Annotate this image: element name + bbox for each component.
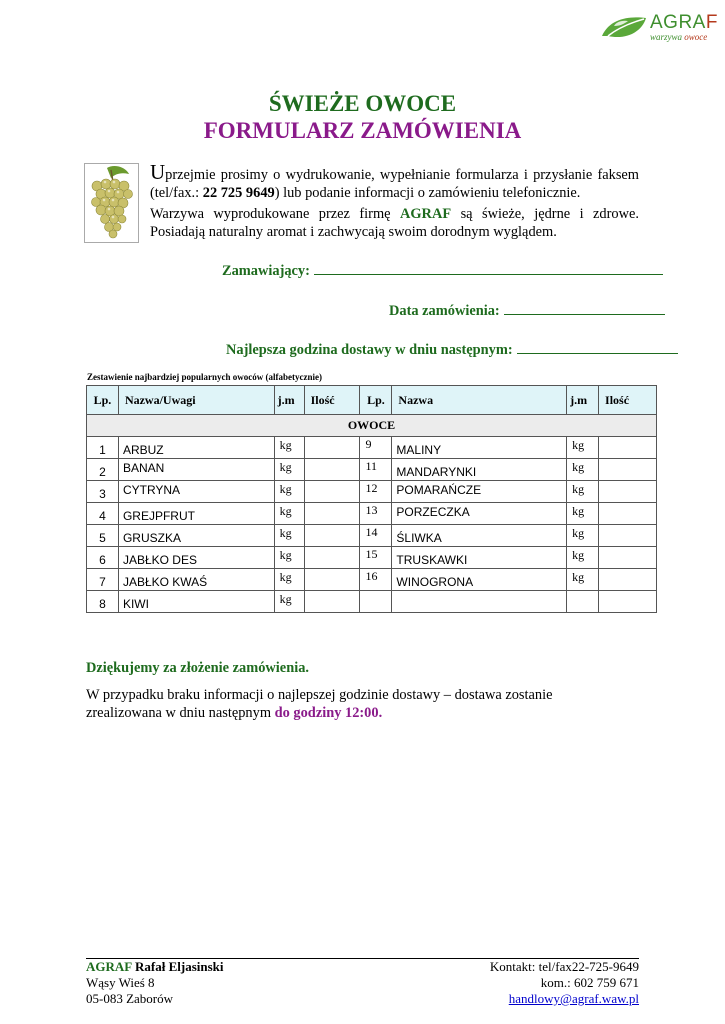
row-quantity-cell-2[interactable] [599,481,657,503]
orderer-label: Zamawiający: [222,263,310,279]
row-unit-2: kg [567,569,599,591]
row-unit-2: kg [567,547,599,569]
row-name-2: WINOGRONA [392,569,567,591]
row-lp: 6 [87,547,119,569]
row-lp-2: 11 [360,459,392,481]
row-quantity-cell[interactable] [304,547,360,569]
intro-p2-b: są świeże, jędrne i zdrowe. Posiadają naturalny aromat i zachwycają swoim dorodnym wyglądem. [150,206,639,240]
row-quantity-cell-2[interactable] [599,459,657,481]
row-name-2: TRUSKAWKI [392,547,567,569]
row-quantity-cell-2[interactable] [599,547,657,569]
footer-brand [86,959,224,975]
footer-address-2: 05-083 Zaborów [86,991,174,1006]
row-unit: kg [274,481,304,503]
row-quantity-cell-2[interactable] [599,591,657,613]
row-unit-2: kg [567,459,599,481]
table-row [87,569,657,591]
row-unit: kg [274,569,304,591]
delivery-hour-label: Najlepsza godzina dostawy w dniu następnym: [226,342,513,358]
row-lp: 8 [87,591,119,613]
orderer-field [222,262,663,280]
row-name-2: MALINY [392,437,567,459]
header-name-notes: Nazwa/Uwagi [118,386,274,415]
row-lp: 2 [87,459,119,481]
agraf-logo [600,12,718,44]
header-lp-2: Lp. [360,386,392,415]
row-unit-2: kg [567,481,599,503]
row-lp-2: 15 [360,547,392,569]
row-name-2: POMARAŃCZE [392,481,567,503]
table-row [87,481,657,503]
row-name-2 [392,591,567,613]
row-lp-2: 14 [360,525,392,547]
page-subtitle: FORMULARZ ZAMÓWIENIA [203,118,522,143]
row-unit-2: kg [567,503,599,525]
row-name: JABŁKO DES [118,547,274,569]
row-unit: kg [274,547,304,569]
row-name: ARBUZ [118,437,274,459]
footer-brand-name: AGRAF [86,959,132,974]
row-name: JABŁKO KWAŚ [118,569,274,591]
row-quantity-cell[interactable] [304,591,360,613]
section-label: OWOCE [87,415,657,437]
delivery-hour-input-line[interactable] [517,341,678,354]
row-lp: 7 [87,569,119,591]
row-unit-2: kg [567,525,599,547]
row-name: GREJPFRUT [118,503,274,525]
row-lp-2: 12 [360,481,392,503]
intro-initial: U [150,160,166,184]
delivery-note [86,686,586,722]
row-lp-2 [360,591,392,613]
order-date-input-line[interactable] [504,302,665,315]
delivery-note-highlight: do godziny 12:00. [274,705,383,721]
row-lp: 4 [87,503,119,525]
leaf-logo-icon [600,14,648,42]
row-quantity-cell-2[interactable] [599,525,657,547]
row-lp-2: 16 [360,569,392,591]
intro-p2-a: Warzywa wyprodukowane przez firmę [150,206,400,222]
table-row [87,503,657,525]
row-lp: 1 [87,437,119,459]
row-unit: kg [274,437,304,459]
delivery-hour-field [226,341,678,359]
row-lp-2: 13 [360,503,392,525]
footer-address-1: Wąsy Wieś 8 [86,975,155,990]
intro-paragraph-2 [150,205,639,241]
header-unit: j.m [274,386,304,415]
header-unit-2: j.m [567,386,599,415]
grapes-icon [85,164,138,242]
footer-mobile: kom.: 602 759 671 [540,975,639,990]
row-unit: kg [274,591,304,613]
intro-text-2: ) lub podanie informacji o zamówieniu telefonicznie. [274,185,581,201]
footer-phone: Kontakt: tel/fax22-725-9649 [489,959,639,974]
row-quantity-cell-2[interactable] [599,503,657,525]
order-date-field [389,302,665,320]
row-name: GRUSZKA [118,525,274,547]
thanks-heading: Dziękujemy za złożenie zamówienia. [86,660,309,676]
row-unit: kg [274,503,304,525]
intro-text-1: przejmie prosimy o wydrukowanie, wypełnianie formularza i przysłanie faksem (tel/fax.: [150,167,639,201]
header-quantity-2: Ilość [599,386,657,415]
logo-name-last-letter: F [705,12,718,33]
header-name: Nazwa [392,386,567,415]
row-lp: 5 [87,525,119,547]
table-caption: Zestawienie najbardziej popularnych owoców (alfabetycznie) [87,372,322,382]
grapes-image [84,163,139,243]
row-name: KIWI [118,591,274,613]
page-title: ŚWIEŻE OWOCE [268,91,457,116]
order-date-label: Data zamówienia: [389,303,500,319]
table-row [87,459,657,481]
row-quantity-cell[interactable] [304,569,360,591]
row-quantity-cell[interactable] [304,481,360,503]
row-quantity-cell[interactable] [304,437,360,459]
header-quantity: Ilość [304,386,360,415]
row-unit: kg [274,525,304,547]
row-lp: 3 [87,481,119,503]
table-row [87,525,657,547]
intro-paragraph [150,160,639,202]
row-quantity-cell-2[interactable] [599,437,657,459]
footer-contact [490,959,639,1007]
row-name-2: ŚLIWKA [392,525,567,547]
logo-tagline-1: warzywa [650,32,683,42]
intro-brand: AGRAF [399,206,452,222]
orderer-input-line[interactable] [314,262,663,275]
delivery-note-text: W przypadku braku informacji o najlepszej godzinie dostawy – dostawa zostanie zrealizowana w dniu następnym [86,687,553,721]
row-unit-2 [567,591,599,613]
row-name-2: MANDARYNKI [392,459,567,481]
row-lp-2: 9 [360,437,392,459]
row-unit-2: kg [567,437,599,459]
table-row [87,547,657,569]
header-lp: Lp. [87,386,119,415]
row-unit: kg [274,459,304,481]
section-row [87,415,657,437]
footer-address [86,959,224,1007]
logo-tagline-2: owoce [684,32,708,42]
row-name-2: PORZECZKA [392,503,567,525]
footer-owner: Rafał Eljasinski [131,959,224,974]
row-quantity-cell[interactable] [304,503,360,525]
order-table [86,385,657,613]
footer-email-link[interactable]: handlowy@agraf.waw.pl [508,991,639,1006]
row-quantity-cell-2[interactable] [599,569,657,591]
intro-phone: 22 725 9649 [202,185,275,201]
row-name: CYTRYNA [118,481,274,503]
table-row [87,591,657,613]
row-name: BANAN [118,459,274,481]
row-quantity-cell[interactable] [304,459,360,481]
row-quantity-cell[interactable] [304,525,360,547]
table-header-row [87,386,657,415]
table-row [87,437,657,459]
logo-name: AGRA [650,12,706,33]
